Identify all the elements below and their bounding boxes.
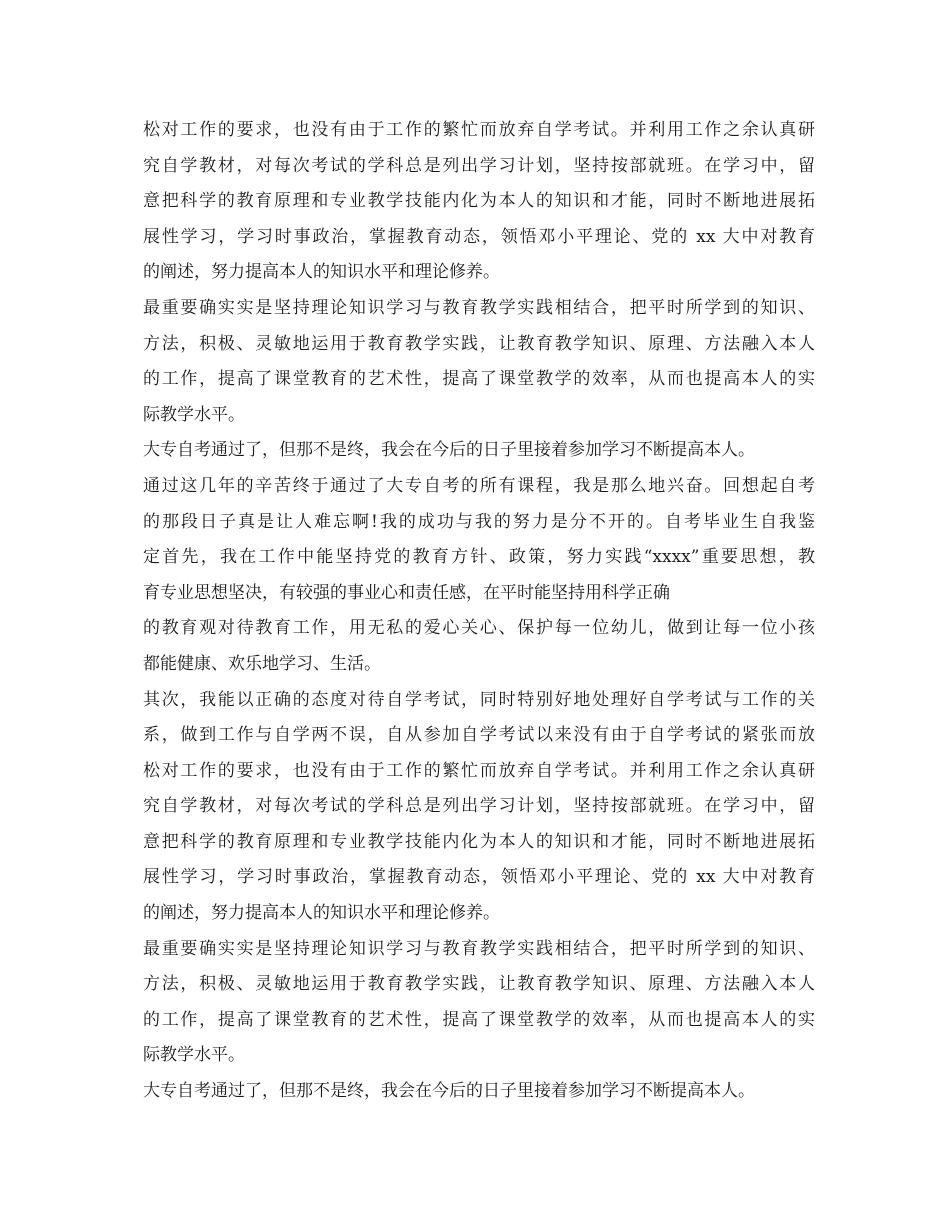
text-line: 际教学水平。 [143,404,245,425]
text-line: 系，做到工作与自学两不误，自从参加自学考试以来没有由于自学考试的紧张而放 [143,725,815,746]
text-line: 方法，积极、灵敏地运用于教育教学实践，让教育教学知识、原理、方法融入本人 [143,333,815,354]
text-line: 松对工作的要求，也没有由于工作的繁忙而放弃自学考试。并利用工作之余认真研 [143,760,815,781]
text-line: 究自学教材，对每次考试的学科总是列出学习计划，坚持按部就班。在学习中，留 [143,155,815,176]
text-line: 育专业思想坚决，有较强的事业心和责任感，在平时能坚持用科学正确 [143,582,670,603]
document-body [143,113,815,1110]
text-line: 松对工作的要求，也没有由于工作的繁忙而放弃自学考试。并利用工作之余认真研 [143,120,815,140]
text-line: 展性学习，学习时事政治，掌握教育动态，领悟邓小平理论、党的 xx 大中对教育 [143,226,815,247]
text-line: 都能健康、欢乐地学习、生活。 [143,653,381,674]
text-line: 际教学水平。 [143,1045,245,1066]
text-line: 的工作，提高了课堂教育的艺术性，提高了课堂教学的效率，从而也提高本人的实 [143,369,815,390]
text-line: 大专自考通过了，但那不是终，我会在今后的日子里接着参加学习不断提高本人。 [143,1081,755,1102]
text-line: 其次，我能以正确的态度对待自学考试，同时特别好地处理好自学考试与工作的关 [143,689,815,710]
text-line: 意把科学的教育原理和专业教学技能内化为本人的知识和才能，同时不断地进展拓 [143,191,815,212]
text-line: 的工作，提高了课堂教育的艺术性，提高了课堂教学的效率，从而也提高本人的实 [143,1009,815,1030]
text-line: 大专自考通过了，但那不是终，我会在今后的日子里接着参加学习不断提高本人。 [143,440,755,461]
text-line: 定首先，我在工作中能坚持党的教育方针、政策，努力实践“xxxx”重要思想，教 [143,547,815,568]
text-line: 意把科学的教育原理和专业教学技能内化为本人的知识和才能，同时不断地进展拓 [143,831,815,852]
text-line: 最重要确实实是坚持理论知识学习与教育教学实践相结合，把平时所学到的知识、 [143,297,815,318]
text-line: 的阐述，努力提高本人的知识水平和理论修养。 [143,903,500,924]
text-line: 最重要确实实是坚持理论知识学习与教育教学实践相结合，把平时所学到的知识、 [143,938,815,959]
text-line: 方法，积极、灵敏地运用于教育教学实践，让教育教学知识、原理、方法融入本人 [143,974,815,995]
text-line: 的阐述，努力提高本人的知识水平和理论修养。 [143,262,500,283]
text-line: 展性学习，学习时事政治，掌握教育动态，领悟邓小平理论、党的 xx 大中对教育 [143,867,815,888]
text-line: 的教育观对待教育工作，用无私的爱心关心、保护每一位幼儿，做到让每一位小孩 [143,618,815,639]
text-line: 究自学教材，对每次考试的学科总是列出学习计划，坚持按部就班。在学习中，留 [143,796,815,817]
text-line: 通过这几年的辛苦终于通过了大专自考的所有课程，我是那么地兴奋。回想起自考 [143,475,815,496]
text-line: 的那段日子真是让人难忘啊!我的成功与我的努力是分不开的。自考毕业生自我鉴 [143,511,815,532]
